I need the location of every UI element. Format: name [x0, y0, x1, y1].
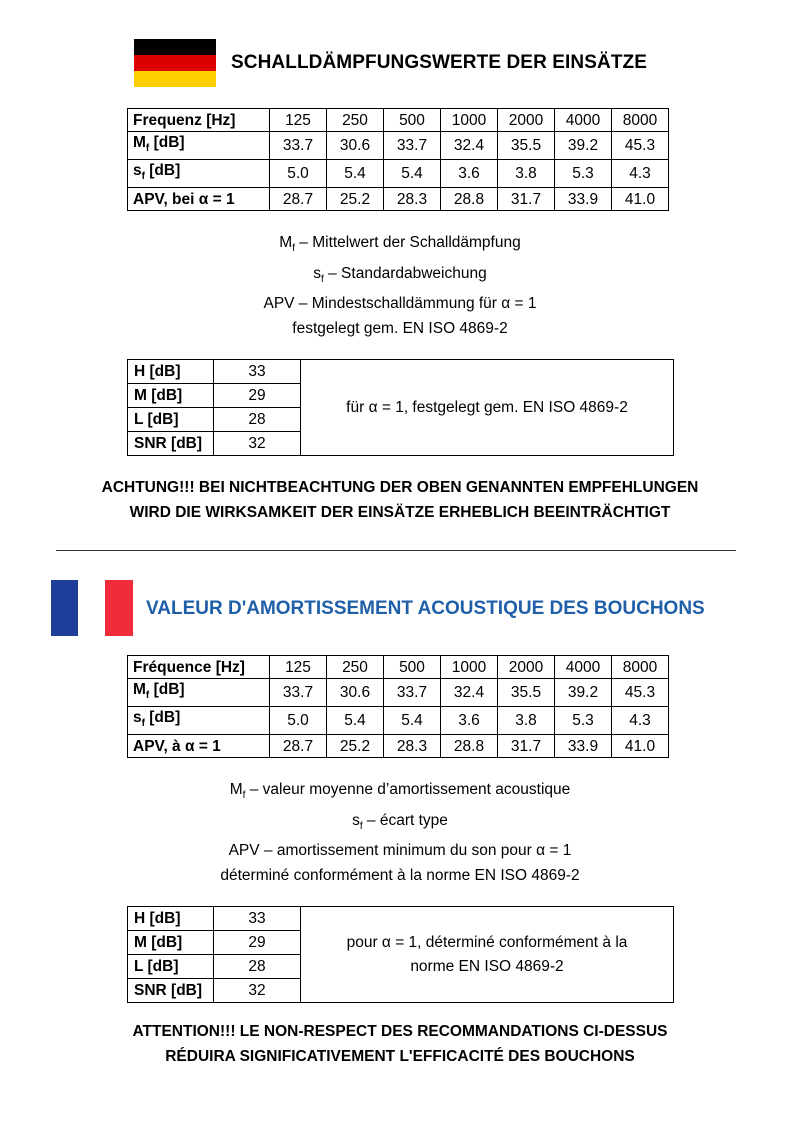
germany-flag-icon	[134, 39, 216, 87]
value-cell: 4.3	[612, 160, 669, 188]
value-cell: 25.2	[327, 735, 384, 758]
value-cell: 5.0	[270, 160, 327, 188]
frequency-cell: 2000	[498, 109, 555, 132]
legend-line-sf: $s_f$ – écart type	[352, 811, 448, 832]
value-cell: 33.7	[270, 132, 327, 160]
attenuation-table-de	[127, 108, 669, 211]
flag-stripe-gold	[134, 71, 216, 87]
value-cell: 5.4	[384, 707, 441, 735]
flag-stripe-red	[105, 580, 133, 636]
value-cell: 35.5	[498, 132, 555, 160]
warning-line: ACHTUNG!!! BEI NICHTBEACHTUNG DER OBEN GENANNTEN EMPFEHLUNGEN	[101, 479, 699, 496]
snr-label: H [dB]	[128, 360, 214, 384]
value-cell: 28.3	[384, 188, 441, 211]
table-row	[128, 160, 669, 188]
legend-line-apv: APV – Mindestschalldämmung für α = 1	[263, 295, 537, 313]
table-row	[128, 656, 669, 679]
value-cell: 33.9	[555, 188, 612, 211]
snr-value: 29	[214, 931, 301, 955]
value-cell: 31.7	[498, 735, 555, 758]
section-divider	[56, 550, 736, 551]
frequency-cell: 250	[327, 656, 384, 679]
value-cell: 45.3	[612, 679, 669, 707]
value-cell: 33.7	[384, 679, 441, 707]
frequency-cell: 250	[327, 109, 384, 132]
value-cell: 41.0	[612, 735, 669, 758]
legend-line-norm: déterminé conformément à la norme EN ISO 4869-2	[220, 866, 580, 884]
table-row	[128, 132, 669, 160]
value-cell: 5.4	[327, 707, 384, 735]
frequency-cell: 1000	[441, 656, 498, 679]
frequency-cell: 4000	[555, 109, 612, 132]
value-cell: 45.3	[612, 132, 669, 160]
frequency-cell: 1000	[441, 109, 498, 132]
value-cell: 33.9	[555, 735, 612, 758]
value-cell: 39.2	[555, 132, 612, 160]
value-cell: 5.3	[555, 160, 612, 188]
value-cell: 39.2	[555, 679, 612, 707]
warning-line: RÉDUIRA SIGNIFICATIVEMENT L'EFFICACITÉ DES BOUCHONS	[165, 1048, 635, 1065]
value-cell: 30.6	[327, 132, 384, 160]
value-cell: 30.6	[327, 679, 384, 707]
snr-value: 33	[214, 360, 301, 384]
warning-de	[0, 475, 800, 525]
table-row	[128, 109, 669, 132]
value-cell: 28.8	[441, 735, 498, 758]
legend-de	[0, 231, 800, 341]
frequency-cell: 125	[270, 109, 327, 132]
frequency-cell: 500	[384, 656, 441, 679]
legend-line-norm: festgelegt gem. EN ISO 4869-2	[292, 319, 508, 337]
frequency-cell: 125	[270, 656, 327, 679]
table-row	[128, 679, 669, 707]
value-cell: 5.4	[384, 160, 441, 188]
value-cell: 32.4	[441, 679, 498, 707]
section-title-de: SCHALLDÄMPFUNGSWERTE DER EINSÄTZE	[231, 52, 648, 73]
table-row	[128, 360, 674, 384]
snr-label: SNR [dB]	[128, 432, 214, 456]
legend-line-mf: $M_f$ – Mittelwert der Schalldämpfung	[279, 234, 521, 255]
frequency-cell: 8000	[612, 109, 669, 132]
warning-fr	[0, 1019, 800, 1069]
france-flag-icon	[51, 580, 133, 636]
table-row	[128, 188, 669, 211]
value-cell: 5.4	[327, 160, 384, 188]
legend-line-sf: $s_f$ – Standardabweichung	[313, 264, 487, 285]
warning-line: ATTENTION!!! LE NON-RESPECT DES RECOMMANDATIONS CI-DESSUS	[132, 1023, 668, 1040]
snr-value: 32	[214, 979, 301, 1003]
value-cell: 3.6	[441, 707, 498, 735]
table-row	[128, 907, 674, 931]
frequency-cell: 500	[384, 109, 441, 132]
value-cell: 5.0	[270, 707, 327, 735]
snr-label: H [dB]	[128, 907, 214, 931]
row-label-mf: $M_f$ [dB]	[128, 679, 270, 707]
frequency-header-label: Frequenz [Hz]	[128, 109, 270, 132]
snr-note: pour α = 1, déterminé conformément à la norme EN ISO 4869-2	[301, 907, 674, 1003]
value-cell: 33.7	[384, 132, 441, 160]
value-cell: 4.3	[612, 707, 669, 735]
flag-stripe-blue	[51, 580, 78, 636]
value-cell: 28.7	[270, 188, 327, 211]
value-cell: 3.8	[498, 160, 555, 188]
frequency-header-label: Fréquence [Hz]	[128, 656, 270, 679]
value-cell: 31.7	[498, 188, 555, 211]
table-row	[128, 735, 669, 758]
table-row	[128, 707, 669, 735]
snr-label: M [dB]	[128, 384, 214, 408]
snr-table-fr	[127, 906, 674, 1003]
row-label-apv: APV, bei α = 1	[128, 188, 270, 211]
attenuation-table-fr	[127, 655, 669, 758]
frequency-cell: 2000	[498, 656, 555, 679]
snr-value: 33	[214, 907, 301, 931]
value-cell: 3.6	[441, 160, 498, 188]
value-cell: 28.3	[384, 735, 441, 758]
row-label-apv: APV, à α = 1	[128, 735, 270, 758]
flag-stripe-black	[134, 39, 216, 55]
flag-stripe-red	[134, 55, 216, 71]
snr-value: 28	[214, 955, 301, 979]
value-cell: 35.5	[498, 679, 555, 707]
row-label-sf: $s_f$ [dB]	[128, 160, 270, 188]
snr-value: 29	[214, 384, 301, 408]
value-cell: 32.4	[441, 132, 498, 160]
frequency-cell: 4000	[555, 656, 612, 679]
snr-label: L [dB]	[128, 408, 214, 432]
value-cell: 41.0	[612, 188, 669, 211]
value-cell: 3.8	[498, 707, 555, 735]
value-cell: 28.8	[441, 188, 498, 211]
snr-label: SNR [dB]	[128, 979, 214, 1003]
warning-line: WIRD DIE WIRKSAMKEIT DER EINSÄTZE ERHEBLICH BEEINTRÄCHTIGT	[129, 504, 671, 521]
value-cell: 25.2	[327, 188, 384, 211]
value-cell: 28.7	[270, 735, 327, 758]
row-label-mf: $M_f$ [dB]	[128, 132, 270, 160]
snr-label: M [dB]	[128, 931, 214, 955]
value-cell: 33.7	[270, 679, 327, 707]
legend-line-apv: APV – amortissement minimum du son pour α = 1	[228, 842, 572, 860]
flag-stripe-white	[78, 580, 105, 636]
section-title-fr: VALEUR D'AMORTISSEMENT ACOUSTIQUE DES BOUCHONS	[146, 598, 705, 619]
snr-label: L [dB]	[128, 955, 214, 979]
snr-value: 28	[214, 408, 301, 432]
frequency-cell: 8000	[612, 656, 669, 679]
snr-table-de	[127, 359, 674, 456]
snr-note: für α = 1, festgelegt gem. EN ISO 4869-2	[301, 360, 674, 456]
snr-value: 32	[214, 432, 301, 456]
legend-fr	[0, 778, 800, 888]
legend-line-mf: $M_f$ – valeur moyenne d’amortissement acoustique	[229, 781, 571, 802]
value-cell: 5.3	[555, 707, 612, 735]
row-label-sf: $s_f$ [dB]	[128, 707, 270, 735]
